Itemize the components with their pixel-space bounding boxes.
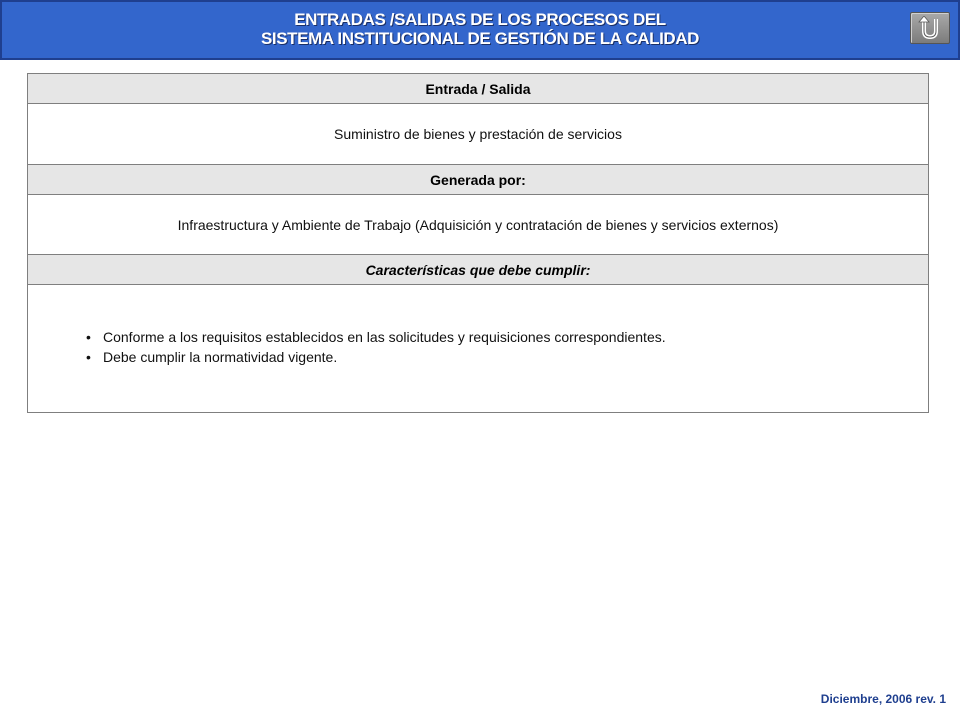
entrada-salida-value: Suministro de bienes y prestación de servicios [28,104,928,165]
page-title-line-1: ENTRADAS /SALIDAS DE LOS PROCESOS DEL [294,10,666,29]
u-turn-back-icon [918,16,942,40]
entrada-salida-header: Entrada / Salida [28,74,928,104]
caracteristicas-header: Características que debe cumplir: [28,255,928,285]
io-table [27,73,929,413]
generada-por-value: Infraestructura y Ambiente de Trabajo (Adquisición y contratación de bienes y servicios externos) [28,195,928,255]
caracteristicas-cell [28,285,928,412]
page-title [0,10,960,48]
list-item: • Conforme a los requisitos establecidos en las solicitudes y requisiciones correspondientes. [86,327,666,347]
caracteristicas-list [86,327,666,367]
footer-date-revision: Diciembre, 2006 rev. 1 [820,692,946,706]
list-item: • Debe cumplir la normatividad vigente. [86,347,666,367]
page-title-line-2: SISTEMA INSTITUCIONAL DE GESTIÓN DE LA CALIDAD [260,29,700,48]
generada-por-header: Generada por: [28,165,928,195]
back-button[interactable] [910,12,950,44]
